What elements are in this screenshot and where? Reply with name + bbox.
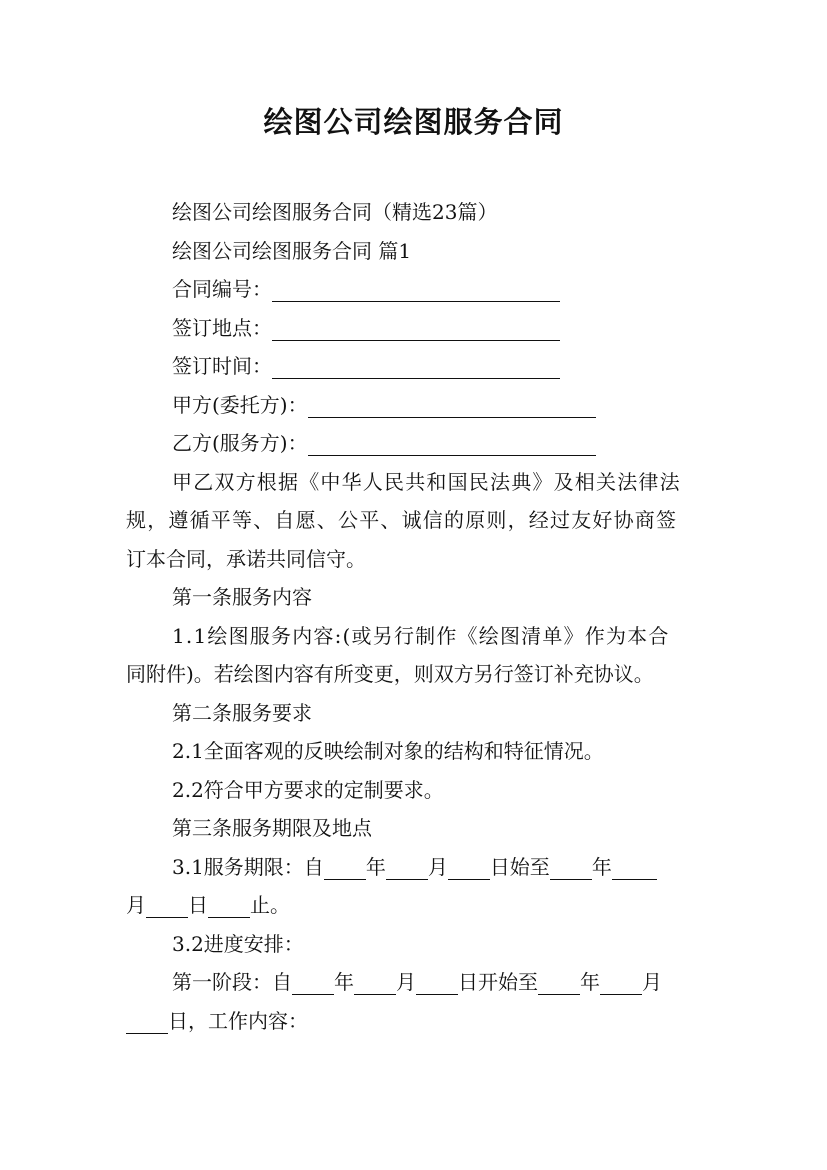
work-content-label: ，工作内容：	[188, 1008, 308, 1033]
phase-end-day-blank	[126, 1009, 168, 1034]
end-month-blank	[612, 855, 657, 880]
phase-end-month-blank	[600, 970, 642, 995]
sign-place-line	[126, 309, 706, 348]
contract-number-line	[126, 270, 706, 309]
phase-start-day-blank	[416, 970, 458, 995]
party-b-line	[126, 424, 706, 463]
month-word: 月	[642, 970, 662, 994]
sign-place-blank	[272, 316, 560, 341]
end-year-blank	[550, 855, 592, 880]
month-word: 月	[126, 893, 146, 917]
sign-time-label: 签订时间：	[172, 354, 272, 378]
sign-time-line	[126, 347, 706, 386]
start-month-blank	[386, 855, 428, 880]
phase-start-year-blank	[292, 970, 334, 995]
start-day-blank	[448, 855, 490, 880]
phase-start-month-blank	[354, 970, 396, 995]
article-3-title: 第三条服务期限及地点	[172, 816, 372, 840]
sign-place-label: 签订地点：	[172, 315, 272, 340]
subtitle-line: 绘图公司绘图服务合同（精选23篇）	[172, 200, 498, 224]
intro-line-1: 甲乙双方根据《中华人民共和国民法典》及相关法律法	[172, 469, 681, 494]
party-a-line	[126, 386, 706, 425]
month-word: 月	[427, 854, 448, 879]
term-prefix: 3.1服务期限：自	[172, 854, 324, 879]
article-3-1-line-b	[126, 886, 706, 925]
party-a-label: 甲方(委托方)：	[172, 392, 308, 417]
day-begin-word: 日开始至	[458, 970, 538, 994]
contract-number-label: 合同编号：	[172, 277, 272, 301]
article-3-1-line-a	[126, 848, 706, 887]
phase-end-year-blank	[538, 970, 580, 995]
sign-time-blank	[272, 354, 560, 379]
day-start-word: 日始至	[489, 854, 550, 879]
year-word: 年	[580, 970, 600, 994]
intro-line-3: 订本合同，承诺共同信守。	[126, 546, 366, 571]
intro-line-2: 规，遵循平等、自愿、公平、诚信的原则，经过友好协商签	[126, 508, 678, 532]
phase-1-prefix: 第一阶段：自	[172, 970, 292, 994]
article-2-title: 第二条服务要求	[172, 700, 312, 725]
contract-number-blank	[272, 277, 560, 302]
party-b-blank	[308, 431, 596, 456]
party-b-label: 乙方(服务方)：	[172, 431, 308, 455]
article-1-1-line-a: 1.1绘图服务内容:(或另行制作《绘图清单》作为本合	[172, 623, 670, 648]
end-extra-blank	[208, 893, 250, 918]
chapter-line: 绘图公司绘图服务合同 篇1	[172, 238, 412, 263]
day-word: 日	[188, 893, 208, 917]
start-year-blank	[324, 855, 366, 880]
end-word: 止。	[250, 893, 290, 917]
month-word: 月	[396, 970, 416, 994]
article-1-1-line-b: 同附件)。若绘图内容有所变更，则双方另行签订补充协议。	[126, 662, 654, 686]
document-body	[126, 193, 706, 1040]
article-2-2: 2.2符合甲方要求的定制要求。	[172, 777, 444, 802]
day-word: 日	[168, 1008, 188, 1033]
document-title: 绘图公司绘图服务合同	[263, 105, 564, 139]
year-word: 年	[365, 854, 386, 879]
article-1-title: 第一条服务内容	[172, 585, 312, 609]
party-a-blank	[308, 393, 596, 418]
phase-1-line-a	[126, 963, 706, 1002]
phase-1-line-b	[126, 1002, 706, 1041]
article-2-1: 2.1全面客观的反映绘制对象的结构和特征情况。	[172, 739, 604, 763]
year-word: 年	[334, 970, 354, 994]
year-word: 年	[591, 854, 612, 879]
article-3-2: 3.2进度安排：	[172, 931, 304, 956]
end-day-blank	[146, 893, 188, 918]
